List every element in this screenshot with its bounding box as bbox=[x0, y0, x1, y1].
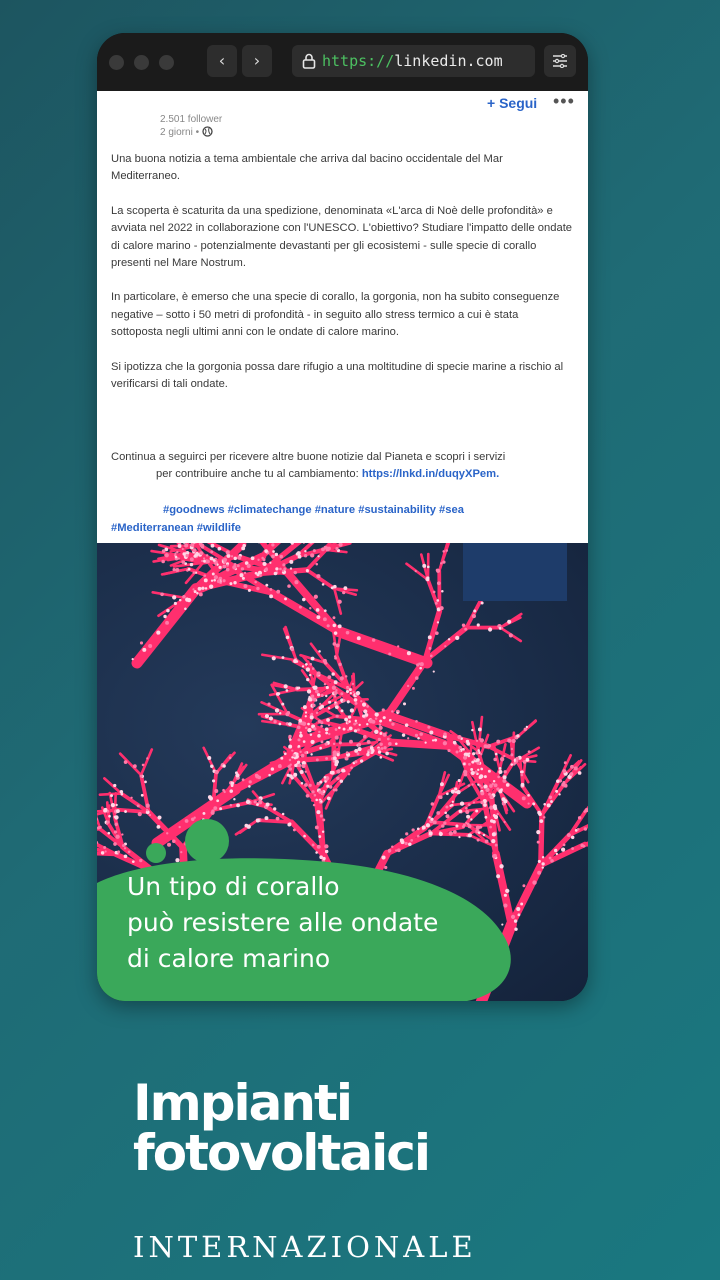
post-image[interactable] bbox=[97, 543, 588, 1001]
post-paragraph: Una buona notizia a tema ambientale che arriva dal bacino occidentale del Mar Mediterraneo. bbox=[111, 153, 503, 183]
menu-icon bbox=[552, 54, 568, 68]
footer-title-line-2: fotovoltaici bbox=[133, 1124, 429, 1182]
follow-button[interactable]: + Segui bbox=[487, 95, 538, 111]
linkedin-post bbox=[97, 91, 588, 543]
window-dot-minimize[interactable] bbox=[134, 55, 149, 70]
chevron-left-icon: ‹ bbox=[218, 51, 226, 70]
post-meta bbox=[160, 113, 222, 139]
headline-line: di calore marino bbox=[127, 944, 331, 973]
headline-line: può resistere alle ondate bbox=[127, 908, 439, 937]
post-paragraph: In particolare, è emerso che una specie di corallo, la gorgonia, non ha subito conseguenze negative – sotto i 50 metri di profondità - in seguito allo stress termico a cui è stata sottoposta negli ultimi anni con le ondate di calore marino. bbox=[111, 291, 560, 339]
footer-title-line-1: Impianti bbox=[133, 1074, 352, 1132]
image-headline bbox=[127, 869, 527, 977]
address-bar[interactable] bbox=[292, 45, 535, 77]
post-body bbox=[111, 151, 573, 410]
url-scheme: https:// bbox=[322, 52, 395, 70]
cta-line-1: Continua a seguirci per ricevere altre buone notizie dal Pianeta e scopri i servizi bbox=[111, 451, 506, 463]
forward-button[interactable] bbox=[242, 45, 272, 77]
lock-icon bbox=[302, 53, 316, 69]
globe-icon bbox=[202, 126, 213, 137]
post-cta bbox=[111, 449, 573, 484]
browser-toolbar bbox=[97, 33, 588, 91]
window-dot-maximize[interactable] bbox=[159, 55, 174, 70]
footer-title bbox=[133, 1074, 429, 1182]
hashtags-line-2[interactable]: #Mediterranean #wildlife bbox=[111, 522, 241, 534]
follower-count: 2.501 follower bbox=[160, 114, 223, 125]
window-dot-close[interactable] bbox=[109, 55, 124, 70]
url-text bbox=[322, 45, 503, 77]
phone-mockup bbox=[97, 33, 588, 1001]
post-link[interactable]: https://lnkd.in/duqyXPem. bbox=[361, 468, 500, 481]
hashtags bbox=[111, 501, 573, 537]
hashtags-line-1[interactable]: #goodnews #climatechange #nature #sustainability #sea bbox=[163, 504, 464, 516]
footer-subtitle: INTERNAZIONALE bbox=[133, 1230, 477, 1264]
post-paragraph: Si ipotizza che la gorgonia possa dare rifugio a una moltitudine di specie marine a rischio al verificarsi di tali ondate. bbox=[111, 360, 564, 391]
post-paragraph: La scoperta è scaturita da una spedizione, denominata «L'arca di Noè delle profondità» e avviata nel 2022 in collaborazione con l'UNESCO. L'obiettivo? Studiare l'impatto delle ondate di calore marino - potenzialmente devastanti per gli ecosistemi - sulle specie di corallo presenti nel Mare Nostrum. bbox=[111, 204, 573, 270]
more-options-icon[interactable]: ••• bbox=[553, 91, 575, 111]
chevron-right-icon: › bbox=[253, 51, 261, 70]
cta-line-2: per contribuire anche tu al cambiamento: https://lnkd.in/duqyXPem. bbox=[156, 468, 500, 481]
post-age: 2 giorni • bbox=[160, 126, 222, 139]
back-button[interactable] bbox=[207, 45, 237, 77]
browser-menu-button[interactable] bbox=[544, 45, 576, 77]
url-host: linkedin.com bbox=[394, 52, 503, 70]
headline-line: Un tipo di corallo bbox=[127, 872, 340, 901]
